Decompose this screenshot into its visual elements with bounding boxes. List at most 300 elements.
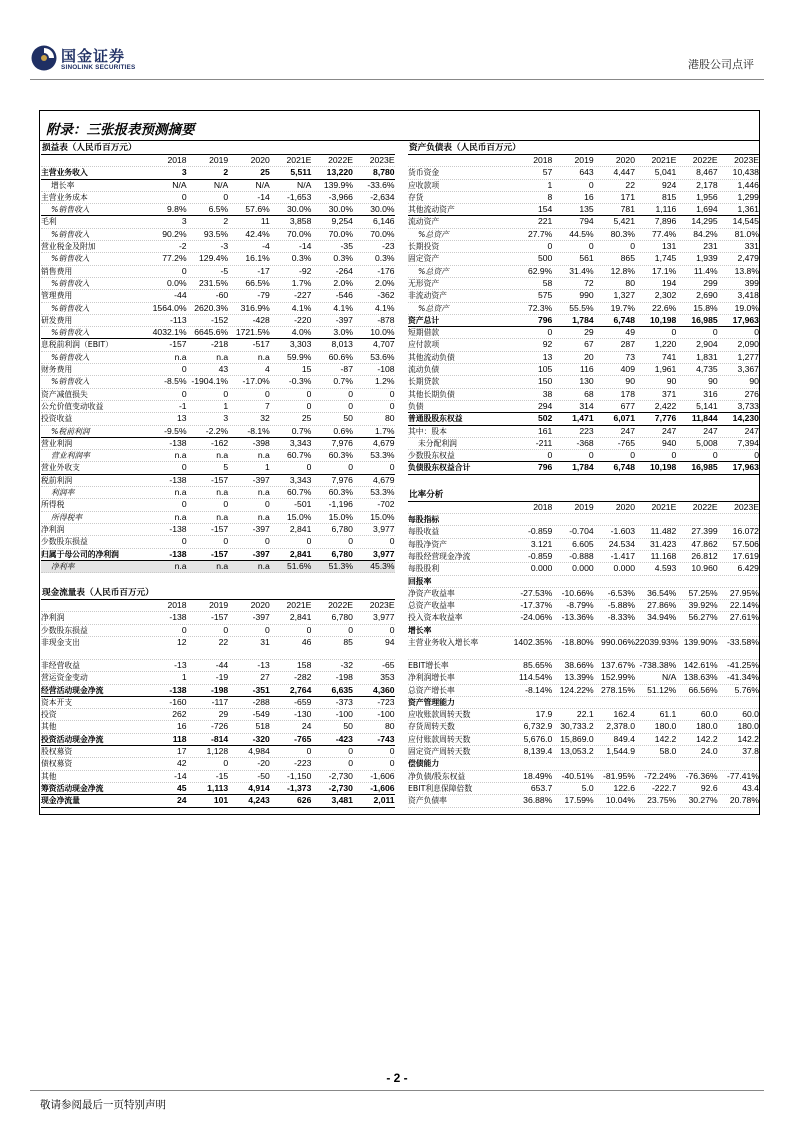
row-value: 22.1 bbox=[576, 709, 594, 720]
row-value: 66.56% bbox=[688, 684, 718, 695]
row-value: 31.4% bbox=[569, 265, 594, 276]
row-value: 22.6% bbox=[651, 302, 677, 313]
document-type: 港股公司点评 bbox=[688, 58, 754, 71]
row-label: 固定资产 bbox=[408, 254, 440, 264]
row-value: 0 bbox=[223, 536, 229, 547]
row-label: 所得税率 bbox=[51, 512, 83, 522]
row-value: 2.0% bbox=[333, 277, 353, 288]
row-value: 0 bbox=[389, 746, 395, 757]
table-row bbox=[41, 512, 395, 524]
row-value: -44 bbox=[215, 659, 229, 670]
row-value: 6,071 bbox=[613, 413, 635, 424]
cash-flow-title: 现金流量表（人民币百万元） bbox=[41, 588, 395, 600]
row-value: 0.0% bbox=[167, 277, 187, 288]
row-value: 162.4 bbox=[613, 709, 635, 720]
row-value: 278.15% bbox=[601, 684, 635, 695]
row-value: -723 bbox=[377, 696, 395, 707]
row-value: 1,116 bbox=[655, 204, 677, 215]
row-value: 2,690 bbox=[696, 290, 718, 301]
row-value: -501 bbox=[294, 499, 312, 510]
row-value: 3,481 bbox=[331, 795, 353, 806]
row-label: 应付款项 bbox=[408, 340, 440, 350]
row-value: n.a bbox=[257, 487, 270, 498]
row-value: -702 bbox=[377, 499, 395, 510]
row-value: -10.66% bbox=[561, 587, 594, 598]
row-value: 20.78% bbox=[729, 795, 759, 806]
year-header-cell: 2021E bbox=[651, 501, 677, 512]
row-value: 139.9% bbox=[323, 179, 353, 190]
table-row bbox=[41, 315, 395, 327]
row-label: 其他流动负债 bbox=[408, 352, 455, 362]
row-value: 1,113 bbox=[207, 782, 229, 793]
row-value: 0 bbox=[223, 624, 229, 635]
row-value: 90 bbox=[625, 376, 635, 387]
row-value: 142.2 bbox=[737, 733, 759, 744]
row-value: 32 bbox=[260, 413, 270, 424]
row-value: 3 bbox=[223, 413, 229, 424]
row-value: 231 bbox=[703, 241, 718, 252]
row-value: 2 bbox=[223, 167, 229, 178]
row-value: 30,733.2 bbox=[560, 721, 594, 732]
title-divider bbox=[40, 140, 759, 141]
table-row bbox=[408, 401, 759, 413]
year-header-cell: 2018 bbox=[167, 155, 187, 165]
row-value: -13 bbox=[257, 659, 270, 670]
row-value: -24.06% bbox=[520, 612, 553, 623]
row-label: %销售收入 bbox=[51, 229, 90, 239]
row-value: 135 bbox=[579, 204, 594, 215]
row-label: 短期借款 bbox=[408, 328, 440, 338]
row-value: 13 bbox=[177, 413, 187, 424]
row-value: -14 bbox=[174, 770, 187, 781]
table-row bbox=[408, 660, 759, 672]
table-row bbox=[41, 438, 395, 450]
row-value: -8.33% bbox=[607, 612, 635, 623]
left-column bbox=[41, 143, 395, 808]
row-label: 税前利润 bbox=[41, 475, 73, 485]
row-value: 924 bbox=[661, 179, 677, 190]
row-label: %总资产 bbox=[418, 229, 449, 239]
table-subheader-row bbox=[408, 514, 759, 526]
table-row bbox=[41, 229, 395, 241]
row-value: 2,841 bbox=[289, 548, 312, 559]
row-value: 0 bbox=[223, 499, 229, 510]
row-value: 626 bbox=[297, 795, 312, 806]
table-row bbox=[41, 783, 395, 795]
row-value: -198 bbox=[335, 672, 353, 683]
appendix-title: 附录：三张报表预测摘要 bbox=[46, 122, 195, 138]
row-value: -17 bbox=[257, 265, 270, 276]
row-value: 0 bbox=[389, 536, 395, 547]
row-label: 应收账款周转天数 bbox=[408, 710, 471, 720]
row-value: 4.0% bbox=[291, 327, 312, 338]
row-value: 19.0% bbox=[734, 302, 759, 313]
row-value: 0 bbox=[547, 450, 553, 461]
row-value: 0 bbox=[306, 746, 312, 757]
row-value: 0.3% bbox=[333, 253, 353, 264]
row-value: 194 bbox=[661, 277, 677, 288]
row-value: 3 bbox=[181, 216, 187, 227]
row-value: 50 bbox=[343, 413, 353, 424]
row-value: 1 bbox=[223, 400, 229, 411]
row-label: 净利润增长率 bbox=[408, 673, 455, 683]
row-value: 44.5% bbox=[569, 228, 594, 239]
year-header-cell: 2021E bbox=[286, 155, 312, 165]
row-value: -218 bbox=[210, 339, 229, 350]
row-value: 0 bbox=[712, 450, 718, 461]
row-value: 4,360 bbox=[373, 684, 395, 695]
row-value: 0 bbox=[754, 327, 759, 338]
row-value: -6.53% bbox=[607, 587, 635, 598]
row-value: 30.0% bbox=[287, 204, 312, 215]
table-row bbox=[41, 672, 395, 684]
row-value: 1.7% bbox=[374, 425, 395, 436]
row-value: 53.6% bbox=[370, 351, 395, 362]
row-value: 142.2 bbox=[654, 733, 677, 744]
row-value: 55.5% bbox=[569, 302, 594, 313]
row-value: n.a bbox=[257, 560, 270, 571]
row-value: 10.0% bbox=[370, 327, 395, 338]
table-subheader-row bbox=[408, 758, 759, 770]
row-value: 6,748 bbox=[613, 462, 635, 473]
row-value: -157 bbox=[210, 612, 229, 623]
year-header-cell: 2020 bbox=[250, 600, 270, 611]
row-value: -27.53% bbox=[520, 587, 553, 598]
row-value: 14,545 bbox=[732, 216, 759, 227]
balance-sheet-title: 资产负债表（人民币百万元） bbox=[408, 143, 759, 155]
row-value: -2,730 bbox=[328, 782, 353, 793]
table-row bbox=[408, 315, 759, 327]
table-row bbox=[41, 192, 395, 204]
row-value: 5,008 bbox=[696, 437, 718, 448]
row-value: 80 bbox=[385, 413, 395, 424]
row-value: 38 bbox=[542, 388, 553, 399]
row-value: 0 bbox=[712, 327, 718, 338]
row-value: 171 bbox=[620, 191, 635, 202]
row-value: 6,780 bbox=[331, 548, 353, 559]
row-value: n.a bbox=[216, 450, 229, 461]
row-label: 其他 bbox=[41, 771, 57, 781]
row-value: -41.34% bbox=[726, 672, 759, 683]
table-row bbox=[41, 364, 395, 376]
row-value: 16.072 bbox=[732, 526, 759, 537]
row-value: -1,606 bbox=[370, 782, 395, 793]
row-value: 80 bbox=[385, 721, 395, 732]
row-value: 940 bbox=[661, 437, 677, 448]
row-value: -32 bbox=[340, 659, 353, 670]
row-value: N/A bbox=[172, 179, 187, 190]
row-label: 长期贷款 bbox=[408, 377, 440, 387]
table-row bbox=[408, 438, 759, 450]
year-header-row bbox=[408, 502, 759, 514]
row-value: 0 bbox=[306, 536, 312, 547]
table-row bbox=[41, 625, 395, 637]
row-value: -4 bbox=[262, 241, 270, 252]
row-value: 0 bbox=[181, 191, 187, 202]
row-value: 72.3% bbox=[527, 302, 553, 313]
row-value: 4,735 bbox=[696, 364, 718, 375]
row-value: 11.168 bbox=[650, 550, 677, 561]
row-value: -397 bbox=[252, 612, 270, 623]
row-value: 7,976 bbox=[331, 437, 353, 448]
row-value: 2,841 bbox=[289, 523, 312, 534]
table-row bbox=[408, 327, 759, 339]
row-value: 990 bbox=[579, 290, 594, 301]
sinolink-emblem-icon bbox=[30, 44, 58, 72]
row-value: 3,343 bbox=[289, 474, 312, 485]
row-value: 0 bbox=[181, 265, 187, 276]
row-value: 30.0% bbox=[370, 204, 395, 215]
row-value: 7,776 bbox=[654, 413, 677, 424]
row-value: -13.36% bbox=[561, 612, 594, 623]
row-value: 13,220 bbox=[326, 167, 353, 178]
row-value: 31 bbox=[260, 636, 270, 647]
row-label: 总资产增长率 bbox=[408, 685, 455, 695]
table-subheader-row bbox=[408, 576, 759, 588]
row-value: 1 bbox=[547, 179, 553, 190]
row-value: 4,914 bbox=[248, 782, 270, 793]
row-value: 80.3% bbox=[610, 228, 635, 239]
row-value: 5,676.0 bbox=[523, 733, 553, 744]
row-value: 0 bbox=[630, 241, 635, 252]
row-value: 2,178 bbox=[696, 179, 718, 190]
row-label: 财务费用 bbox=[41, 365, 73, 375]
row-value: 16.1% bbox=[245, 253, 270, 264]
row-value: -211 bbox=[535, 437, 553, 448]
year-header-spacer bbox=[41, 600, 145, 611]
row-value: -5.88% bbox=[607, 600, 635, 611]
row-value: 49 bbox=[625, 327, 635, 338]
table-row bbox=[41, 561, 395, 573]
row-label: 非现金支出 bbox=[41, 637, 80, 647]
row-value: -726 bbox=[210, 721, 229, 732]
row-value: 1.2% bbox=[374, 376, 395, 387]
row-value: 0 bbox=[348, 746, 353, 757]
row-value: 10,438 bbox=[732, 167, 759, 178]
row-value: 502 bbox=[537, 413, 553, 424]
row-value: 1,745 bbox=[654, 253, 677, 264]
row-value: 3,367 bbox=[737, 364, 759, 375]
row-value: 15,869.0 bbox=[560, 733, 594, 744]
row-value: 0 bbox=[181, 462, 187, 473]
row-value: 8,139.4 bbox=[523, 746, 553, 757]
row-value: 39.92% bbox=[688, 600, 718, 611]
row-value: 90 bbox=[666, 376, 677, 387]
row-value: -428 bbox=[252, 314, 270, 325]
row-value: 30.27% bbox=[688, 795, 718, 806]
table-row bbox=[41, 241, 395, 253]
row-value: 3,977 bbox=[373, 523, 395, 534]
row-value: n.a bbox=[174, 560, 187, 571]
row-value: 2,090 bbox=[737, 339, 759, 350]
row-value: 5,421 bbox=[613, 216, 635, 227]
row-label: 资产负债率 bbox=[408, 796, 447, 806]
row-value: 15 bbox=[301, 364, 312, 375]
row-value: -33.6% bbox=[367, 179, 395, 190]
row-value: 43.4 bbox=[742, 782, 759, 793]
row-value: 15.0% bbox=[328, 511, 353, 522]
row-value: 36.54% bbox=[647, 587, 677, 598]
row-value: 0 bbox=[348, 758, 353, 769]
row-value: 0 bbox=[181, 624, 187, 635]
row-label: 所得税 bbox=[41, 500, 65, 510]
row-value: 11,844 bbox=[691, 413, 718, 424]
row-value: 3,977 bbox=[373, 548, 395, 559]
row-value: 6645.6% bbox=[194, 327, 229, 338]
row-value: 1564.0% bbox=[152, 302, 187, 313]
row-value: -1,373 bbox=[287, 782, 312, 793]
table-row bbox=[408, 278, 759, 290]
income-statement-body bbox=[41, 155, 395, 573]
row-value: -517 bbox=[252, 339, 270, 350]
row-value: -264 bbox=[335, 265, 353, 276]
row-value: 29 bbox=[218, 709, 229, 720]
row-value: -1,606 bbox=[370, 770, 395, 781]
row-value: n.a bbox=[257, 450, 270, 461]
row-value: 22.14% bbox=[729, 600, 759, 611]
table-row bbox=[408, 450, 759, 462]
row-value: -743 bbox=[377, 733, 395, 744]
table-subheader-row bbox=[408, 697, 759, 709]
table-row bbox=[408, 539, 759, 551]
row-value: 7,976 bbox=[331, 474, 353, 485]
row-value: 57 bbox=[542, 167, 553, 178]
row-value: 101 bbox=[213, 795, 229, 806]
table-row bbox=[41, 524, 395, 536]
table-row bbox=[41, 352, 395, 364]
row-value: 7,394 bbox=[737, 437, 759, 448]
row-value: 4,243 bbox=[248, 795, 270, 806]
table-row bbox=[408, 746, 759, 758]
row-value: 0.000 bbox=[613, 563, 635, 574]
row-value: 72 bbox=[584, 277, 594, 288]
row-value: -423 bbox=[335, 733, 353, 744]
year-header-cell: 2019 bbox=[574, 155, 594, 165]
row-value: 371 bbox=[661, 388, 677, 399]
row-value: -362 bbox=[377, 290, 395, 301]
table-row bbox=[41, 180, 395, 192]
row-value: 42 bbox=[177, 758, 187, 769]
row-value: -0.704 bbox=[569, 526, 594, 537]
balance-sheet-body bbox=[408, 155, 759, 475]
row-label: 其他长期负债 bbox=[408, 389, 455, 399]
row-label: 长期投资 bbox=[408, 242, 440, 252]
balance-sheet bbox=[408, 143, 759, 475]
row-value: 9,254 bbox=[331, 216, 353, 227]
row-value: -100 bbox=[377, 709, 395, 720]
row-value: 17.59% bbox=[564, 795, 594, 806]
row-label: EBIT利息保障倍数 bbox=[408, 783, 473, 793]
row-value: 17.1% bbox=[651, 265, 677, 276]
row-value: 643 bbox=[579, 167, 594, 178]
year-header-cell: 2019 bbox=[209, 600, 229, 611]
table-row bbox=[408, 253, 759, 265]
row-value: 294 bbox=[537, 400, 553, 411]
row-label: 非经营收益 bbox=[41, 660, 80, 670]
row-value: 43 bbox=[218, 364, 229, 375]
row-value: 27.95% bbox=[729, 587, 759, 598]
table-row bbox=[408, 241, 759, 253]
row-value: -765 bbox=[617, 437, 635, 448]
table-row bbox=[41, 771, 395, 783]
year-header-cell: 2022E bbox=[692, 155, 718, 165]
row-label: 利润率 bbox=[51, 488, 75, 498]
year-header-cell: 2018 bbox=[167, 600, 187, 611]
row-value: 331 bbox=[744, 241, 759, 252]
row-value: -0.3% bbox=[288, 376, 312, 387]
row-value: n.a bbox=[216, 560, 229, 571]
table-subheader-row bbox=[408, 625, 759, 637]
row-value: 57.25% bbox=[688, 587, 718, 598]
row-value: 7 bbox=[265, 400, 270, 411]
row-label: 净利润 bbox=[41, 524, 65, 534]
row-value: -9.5% bbox=[164, 425, 187, 436]
row-value: 3,733 bbox=[737, 400, 759, 411]
row-value: -2,730 bbox=[328, 770, 353, 781]
row-value: 561 bbox=[579, 253, 594, 264]
row-label: %总资产 bbox=[418, 303, 449, 313]
row-value: 2 bbox=[223, 216, 229, 227]
row-label: 增长率 bbox=[408, 625, 432, 635]
row-value: -108 bbox=[377, 364, 395, 375]
row-value: 0.7% bbox=[333, 376, 353, 387]
row-value: 10.04% bbox=[605, 795, 635, 806]
table-row bbox=[408, 216, 759, 228]
row-label: 回报率 bbox=[408, 576, 432, 586]
row-value: 26.812 bbox=[691, 550, 718, 561]
row-label: 经营活动现金净流 bbox=[41, 685, 104, 695]
row-value: 0 bbox=[223, 388, 229, 399]
row-value: 6.605 bbox=[572, 538, 594, 549]
row-value: -33.58% bbox=[726, 636, 759, 647]
row-value: -8.14% bbox=[525, 684, 553, 695]
row-value: 60.7% bbox=[287, 450, 312, 461]
row-value: 6,635 bbox=[331, 684, 353, 695]
row-value: 4,707 bbox=[373, 339, 395, 350]
row-value: -138 bbox=[169, 474, 187, 485]
row-value: 1 bbox=[265, 462, 270, 473]
row-value: 0 bbox=[181, 499, 187, 510]
row-value: 262 bbox=[172, 709, 187, 720]
row-label: 公允价值变动收益 bbox=[41, 401, 104, 411]
row-value: 0 bbox=[588, 179, 594, 190]
row-value: 152.99% bbox=[601, 672, 635, 683]
row-value: 409 bbox=[620, 364, 635, 375]
row-value: 137.67% bbox=[601, 659, 635, 670]
row-value: 575 bbox=[537, 290, 553, 301]
row-label: 存货 bbox=[408, 192, 424, 202]
row-value: -92 bbox=[298, 265, 312, 276]
row-value: -373 bbox=[335, 696, 353, 707]
row-value: 5 bbox=[223, 462, 229, 473]
row-label: 普通股股东权益 bbox=[408, 414, 463, 424]
row-value: 316 bbox=[703, 388, 718, 399]
row-value: 11 bbox=[260, 216, 270, 227]
row-label: 每股经营现金净流 bbox=[408, 551, 471, 561]
row-value: 2,479 bbox=[737, 253, 759, 264]
row-value: 31.423 bbox=[650, 538, 677, 549]
row-value: -160 bbox=[169, 696, 187, 707]
row-value: 56.27% bbox=[688, 612, 718, 623]
row-value: 0 bbox=[547, 327, 553, 338]
row-value: 796 bbox=[537, 462, 553, 473]
row-value: 3.0% bbox=[333, 327, 353, 338]
row-label: 主营业务收入 bbox=[41, 168, 88, 178]
row-value: 62.9% bbox=[527, 265, 553, 276]
row-value: 22 bbox=[625, 179, 635, 190]
row-value: 81.0% bbox=[734, 228, 759, 239]
year-header-cell: 2023E bbox=[734, 501, 759, 512]
